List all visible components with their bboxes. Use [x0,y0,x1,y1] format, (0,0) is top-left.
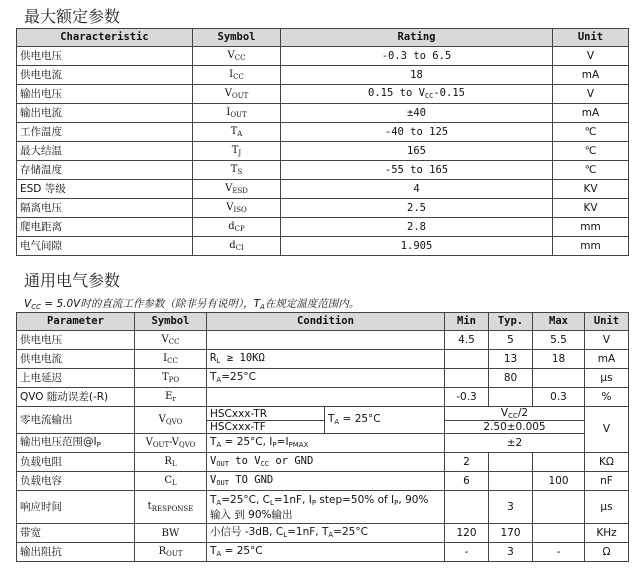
sym-main: C [164,475,172,486]
param-symbol [193,218,281,237]
note-sub2: A [260,303,265,311]
table-row [17,388,629,407]
param-symbol [135,407,207,434]
param-symbol [193,85,281,104]
param-min: -0.3 [445,388,489,407]
cond-sub: L [283,531,288,539]
rating-part: 165 [407,144,426,157]
cond-part: T [210,371,217,383]
param-rating [281,85,553,104]
cond-part: T [210,436,217,448]
sym-main: d [228,221,235,232]
sym-main: d [229,240,236,251]
param-symbol: BW [135,524,207,543]
param-unit: ℃ [553,161,629,180]
param-name: 电气间隙 [17,237,193,256]
cond-sub: L [216,357,221,365]
cond-part: =25°C [221,371,256,383]
param-symbol [193,47,281,66]
sym-main: V [227,50,235,61]
param-rating [281,199,553,218]
sym-sub: CC [168,338,180,346]
param-rating [281,66,553,85]
param-name: 隔离电压 [17,199,193,218]
value-tr [445,407,584,421]
cond-part: T [210,545,217,557]
sym-sub: ESD [232,187,248,195]
cond-part: =25°C, C [221,493,270,506]
param-name: 供电电压 [17,331,135,350]
sym-sub: PO [168,376,180,384]
cond-sub: PMAX [288,441,309,449]
param-symbol [193,142,281,161]
param-rating [281,237,553,256]
sym-main: V [224,88,232,99]
param-symbol [135,472,207,491]
param-max: - [533,543,585,562]
sym-sub: r [172,395,176,403]
electrical-table [16,312,629,562]
sym-main: E [165,391,173,402]
sym-sub: CC [233,73,244,81]
cond-sub: P [272,441,277,449]
sym-sub: OUT [230,111,247,119]
param-min: 4.5 [445,331,489,350]
param-typ-span [445,407,585,434]
param-condition [207,388,445,407]
param-min [445,369,489,388]
param-typ: ±2 [445,434,585,453]
rating-part: 4 [413,182,420,195]
cond-sub: A [216,376,222,384]
param-typ [489,472,533,491]
rating-part: 2.8 [407,220,426,233]
table-row [17,142,629,161]
table-row [17,199,629,218]
param-typ: 80 [489,369,533,388]
rating-part: 1.905 [400,239,433,252]
cond-sub: OUT [216,460,229,468]
rating-part: 0.15 to V [368,87,425,99]
sym-sub: OUT [152,441,170,449]
param-typ: 13 [489,350,533,369]
sym-main: T [161,372,169,383]
param-name: 供电电流 [17,350,135,369]
sym-main: T [231,145,239,156]
name-part: 输出电压范围@I [20,436,97,448]
param-condition [207,434,445,453]
param-typ: 170 [489,524,533,543]
table-row [17,47,629,66]
param-unit: V [585,331,629,350]
note-text: = 5.0V时的直流工作参数（除非另有说明），T [40,298,260,310]
col-unit: Unit [585,313,629,331]
param-unit: KHz [585,524,629,543]
name-sub: P [96,441,101,449]
sym-main: T [230,126,238,137]
param-rating [281,142,553,161]
cond-part: T [210,493,217,506]
param-max [533,453,585,472]
param-symbol [135,543,207,562]
cond-part: = 25°C [339,413,381,425]
sym-main: R [158,546,167,557]
param-name: 响应时间 [17,491,135,524]
cond-part: TO GND [228,474,274,486]
rating-part: ±40 [407,106,426,119]
table-row [17,369,629,388]
param-unit: ℃ [553,123,629,142]
sym-sub: QVO [179,441,196,449]
table-row [17,180,629,199]
param-name: 工作温度 [17,123,193,142]
cond-part: step=50% of I [316,493,395,506]
cond-sub: CC [260,460,270,468]
cond-part: =25°C [333,526,368,538]
max-ratings-table [16,28,629,256]
rating-part: -0.15 [433,87,465,99]
param-unit: KV [553,180,629,199]
cond-sub: A [216,550,222,558]
rating-sub: CC [424,92,434,100]
table-row [17,104,629,123]
param-unit: % [585,388,629,407]
param-min: 2 [445,453,489,472]
param-unit: Ω [585,543,629,562]
param-unit: mm [553,237,629,256]
cond-sub: P [311,498,317,507]
param-typ: 3 [489,543,533,562]
param-name: 输出电流 [17,104,193,123]
rating-part: -55 to 165 [384,163,449,176]
param-symbol [193,104,281,123]
cond-part: = 25°C [221,545,263,557]
model-tr: HSCxxx-TR [207,408,324,421]
sym-sub: QVO [165,418,183,426]
param-symbol [135,350,207,369]
sym-sub: S [237,168,243,176]
param-max: 100 [533,472,585,491]
table-row [17,543,629,562]
param-unit: V [553,85,629,104]
table-row [17,472,629,491]
param-condition [207,491,445,524]
cond-part: R [210,352,217,364]
param-symbol [135,453,207,472]
param-symbol [135,388,207,407]
param-condition [207,369,445,388]
rating-part: -40 to 125 [384,125,449,138]
cond-sub: P [394,498,399,507]
table-row [17,407,629,434]
param-max [533,369,585,388]
sym-sub: CP [234,225,245,233]
param-max [533,491,585,524]
cond-part: ≥ 10KΩ [220,352,265,364]
col-parameter: Parameter [17,313,135,331]
param-unit: KV [553,199,629,218]
sym-sub: J [238,149,242,157]
param-min [445,491,489,524]
param-unit: mA [585,350,629,369]
param-rating [281,218,553,237]
param-unit: ℃ [553,142,629,161]
col-rating: Rating [281,29,553,47]
sym-main: t [147,501,152,512]
sym-main: I [163,353,168,364]
param-min: 120 [445,524,489,543]
param-condition [325,407,445,434]
param-symbol [135,491,207,524]
param-typ: 5 [489,331,533,350]
sym-sub: CC [167,357,178,365]
param-symbol [193,199,281,218]
cond-sub: A [216,441,222,449]
param-name: QVO 随动误差(-R) [17,388,135,407]
param-rating [281,47,553,66]
param-unit: mA [553,104,629,123]
param-typ: 3 [489,491,533,524]
max-ratings-title: 最大额定参数 [24,7,121,26]
col-condition: Condition [207,313,445,331]
param-rating [281,180,553,199]
note-tail: 在规定温度范围内。 [264,298,360,310]
cond-part: 小信号 -3dB, C [210,526,284,538]
param-rating [281,104,553,123]
param-models [207,407,325,434]
param-symbol [135,369,207,388]
param-typ [489,388,533,407]
param-name: 输出阻抗 [17,543,135,562]
table-row [17,350,629,369]
param-name: 爬电距离 [17,218,193,237]
col-min: Min [445,313,489,331]
cond-part: V [210,474,217,486]
param-symbol [193,180,281,199]
col-characteristic: Characteristic [17,29,193,47]
val-sub: CC [508,412,518,420]
table-row [17,524,629,543]
rating-part: -0.3 to 6.5 [381,49,452,62]
param-rating [281,161,553,180]
cond-part: , 90% [398,493,429,506]
param-condition [207,453,445,472]
param-name: ESD 等级 [17,180,193,199]
table-row [17,218,629,237]
table-row [17,237,629,256]
table-row [17,453,629,472]
cond-part: = 25°C, I [221,436,273,448]
sym-sub: RESPONSE [151,505,194,513]
val-part: /2 [517,407,529,419]
param-min: - [445,543,489,562]
sym-sub: A [237,130,243,138]
sym-main: T [230,164,238,175]
col-symbol: Symbol [135,313,207,331]
param-condition [207,331,445,350]
cond-line2: 输入 到 90%输出 [210,508,293,521]
cond-sub: A [334,418,340,426]
value-tf: 2.50±0.005 [483,421,546,433]
param-name: 上电延迟 [17,369,135,388]
sym-main: -V [169,437,179,448]
param-symbol [193,237,281,256]
col-max: Max [533,313,585,331]
cond-line1 [210,493,441,508]
cond-part: =I [276,436,289,448]
cond-sub: L [269,498,274,507]
param-unit: V [585,407,629,453]
param-symbol [135,331,207,350]
param-max: 5.5 [533,331,585,350]
cond-part: =1nF, I [273,493,312,506]
sym-main: I [226,107,231,118]
table-row [17,491,629,524]
sym-main: V [161,334,169,345]
param-name [17,434,135,453]
cond-sub: A [328,531,334,539]
cond-sub: A [216,498,222,507]
param-name: 输出电压 [17,85,193,104]
param-condition [207,524,445,543]
param-unit: nF [585,472,629,491]
sym-sub: OUT [166,550,183,558]
param-name: 最大结温 [17,142,193,161]
param-min [445,350,489,369]
col-unit: Unit [553,29,629,47]
param-name: 带宽 [17,524,135,543]
sym-main: I [229,69,234,80]
table-row [17,66,629,85]
param-unit: μs [585,491,629,524]
electrical-title: 通用电气参数 [24,271,121,290]
sym-main: V [145,437,153,448]
param-symbol [193,66,281,85]
param-rating [281,123,553,142]
param-symbol [135,434,207,453]
table-row [17,123,629,142]
sym-main: R [164,456,172,467]
param-unit: mA [553,66,629,85]
param-condition [207,472,445,491]
param-min: 6 [445,472,489,491]
electrical-note [24,296,359,311]
note-sym: V [24,298,32,310]
param-condition [207,543,445,562]
param-name: 供电电流 [17,66,193,85]
param-unit: mm [553,218,629,237]
param-max: 0.3 [533,388,585,407]
sym-sub: OUT [231,92,249,100]
max-ratings-header-row [17,29,629,47]
table-row [17,161,629,180]
cond-part: V [210,455,217,467]
sym-sub: ISO [233,206,247,214]
max-ratings-body [17,47,629,256]
sym-main: V [158,414,166,425]
param-typ [489,453,533,472]
param-condition [207,350,445,369]
note-sub: CC [31,303,41,311]
sym-sub: CC [234,54,246,62]
rating-part: 18 [410,68,423,81]
cond-part: =1nF, T [287,526,329,538]
param-unit: μs [585,369,629,388]
table-row [17,434,629,453]
val-part: V [500,407,509,419]
electrical-header-row [17,313,629,331]
col-symbol: Symbol [193,29,281,47]
rating-part: 2.5 [407,201,426,214]
param-symbol [193,161,281,180]
param-max [533,524,585,543]
param-name: 存储温度 [17,161,193,180]
sym-main: V [226,202,234,213]
col-typ: Typ. [489,313,533,331]
param-symbol [193,123,281,142]
param-name: 负载电阻 [17,453,135,472]
param-name: 零电流输出 [17,407,135,434]
param-name: 供电电压 [17,47,193,66]
cond-part: T [328,413,335,425]
param-max: 18 [533,350,585,369]
model-tf: HSCxxx-TF [210,420,266,433]
cond-part: to V [228,455,261,467]
param-unit: KΩ [585,453,629,472]
table-row [17,85,629,104]
table-row [17,331,629,350]
sym-sub: L [172,479,177,487]
sym-main: V [225,183,233,194]
cond-part: or GND [269,455,314,467]
param-unit: V [553,47,629,66]
cond-sub: OUT [216,479,229,487]
sym-sub: L [171,460,177,468]
sym-sub: CI [235,244,244,252]
param-name: 负载电容 [17,472,135,491]
